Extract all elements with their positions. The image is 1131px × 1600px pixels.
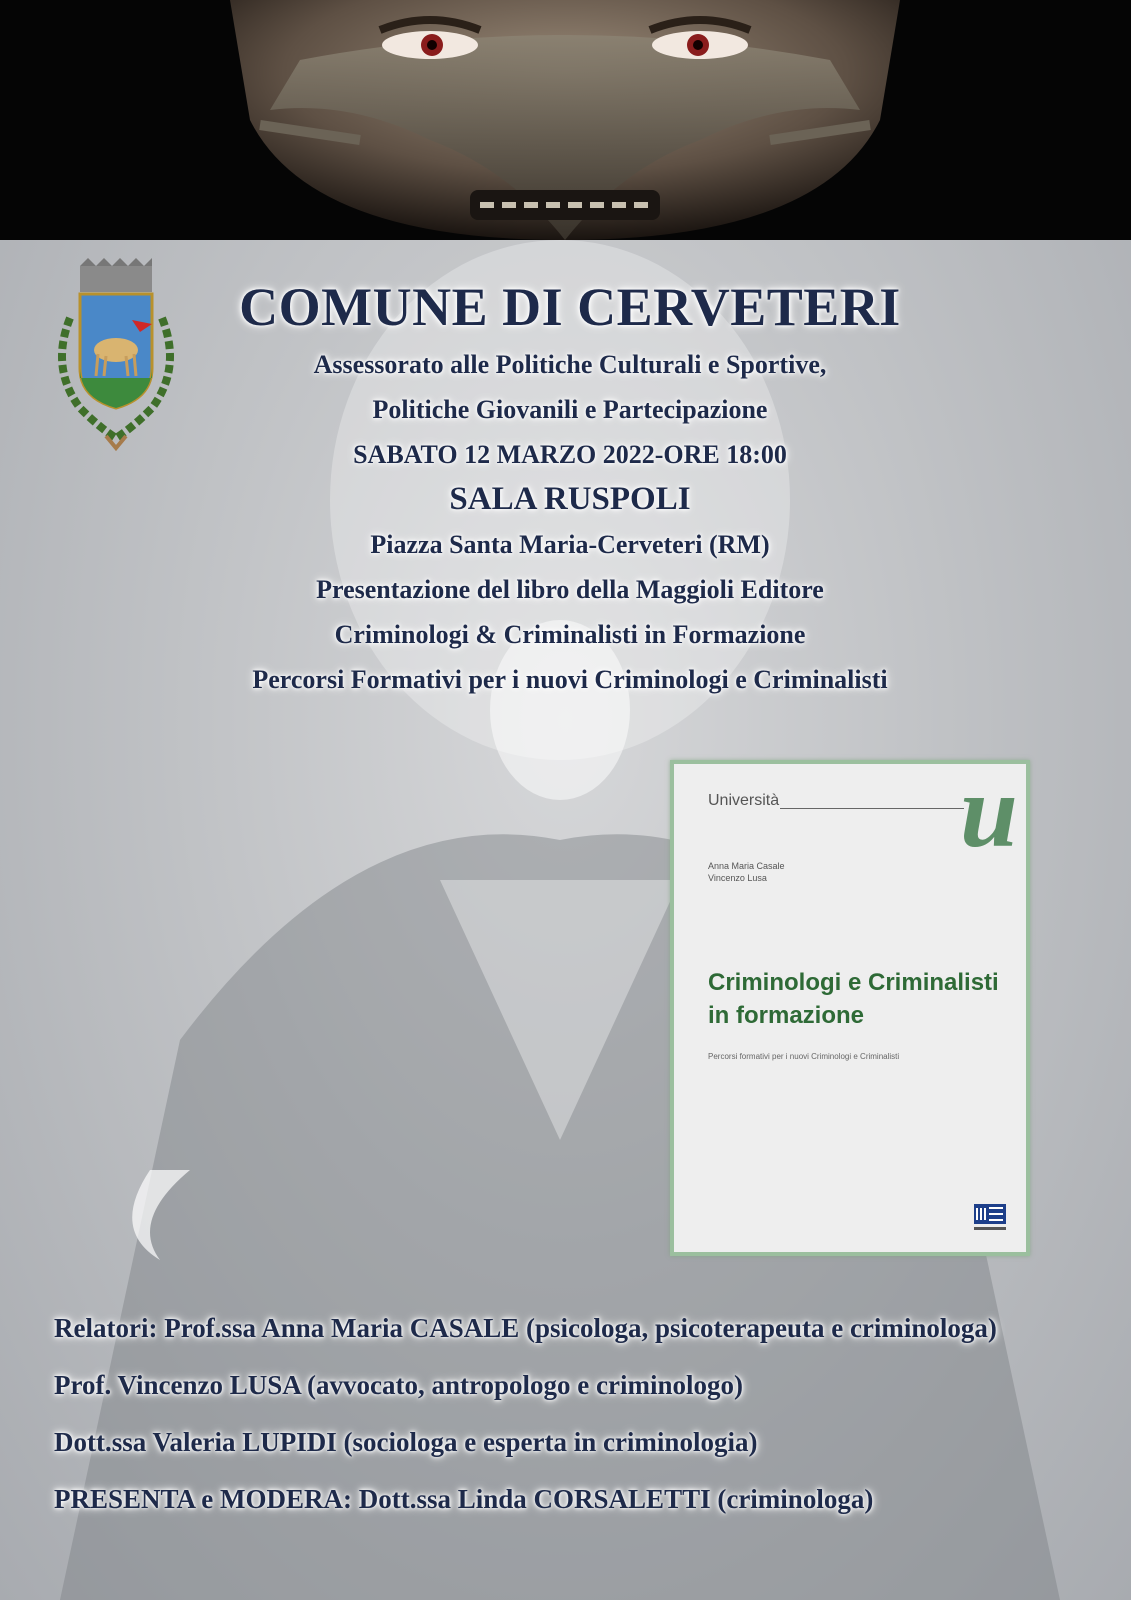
event-address: Piazza Santa Maria-Cerveteri (RM) <box>370 530 770 559</box>
book-title-line: Criminologi & Criminalisti in Formazione <box>334 620 806 649</box>
moderator-row: PRESENTA e MODERA: Dott.ssa Linda CORSALETTI (criminologa) <box>54 1484 874 1514</box>
speakers-list <box>54 1308 1114 1536</box>
event-header <box>150 272 990 702</box>
book-series-label: Università <box>708 792 780 809</box>
book-author-2: Vincenzo Lusa <box>708 873 767 883</box>
presentation-line: Presentazione del libro della Maggioli Editore <box>316 575 824 604</box>
office-line-1: Assessorato alle Politiche Culturali e Sportive, <box>313 350 827 379</box>
office-line-2: Politiche Giovanili e Partecipazione <box>372 395 768 424</box>
publisher-logo-icon <box>974 1204 1006 1232</box>
book-author-1: Anna Maria Casale <box>708 861 785 871</box>
page-title: COMUNE DI CERVETERI <box>239 277 901 337</box>
hero-masked-face-photo <box>0 0 1131 240</box>
book-authors <box>708 860 785 884</box>
speaker-row-3: Dott.ssa Valeria LUPIDI (sociologa e esperta in criminologia) <box>54 1427 758 1457</box>
book-cover-title <box>708 966 1018 1032</box>
book-cover <box>670 760 1030 1256</box>
event-venue: SALA RUSPOLI <box>449 481 691 517</box>
masked-face-illustration <box>0 0 1131 240</box>
book-subtitle-line: Percorsi Formativi per i nuovi Criminologi e Criminalisti <box>252 665 888 694</box>
book-cover-title-line-1: Criminologi e Criminalisti <box>708 969 999 996</box>
series-rule <box>780 808 964 809</box>
speaker-row-1: Relatori: Prof.ssa Anna Maria CASALE (psicologa, psicoterapeuta e criminologa) <box>54 1313 997 1343</box>
speaker-row-2: Prof. Vincenzo LUSA (avvocato, antropologo e criminologo) <box>54 1370 743 1400</box>
event-date-time: SABATO 12 MARZO 2022-ORE 18:00 <box>353 440 787 469</box>
series-u-logo: u <box>960 760 1018 869</box>
book-cover-title-line-2: in formazione <box>708 1002 865 1029</box>
book-cover-subtitle: Percorsi formativi per i nuovi Criminologi e Criminalisti <box>708 1052 900 1061</box>
